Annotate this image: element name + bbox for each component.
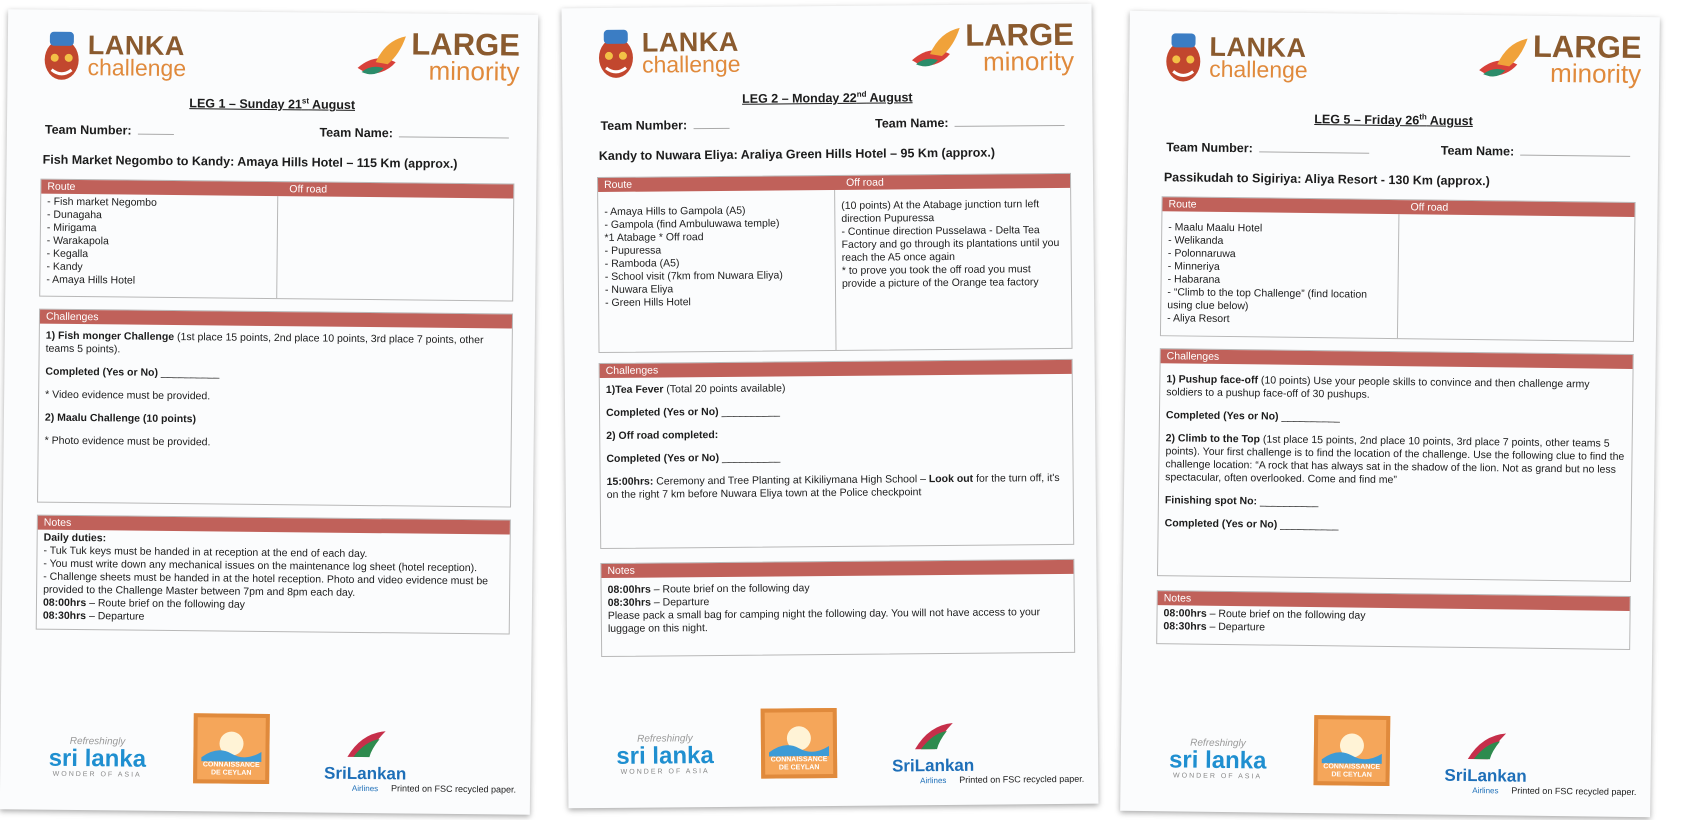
route-table — [39, 179, 514, 302]
evidence-note: * Video evidence must be provided. — [45, 388, 211, 403]
off-road-cell — [1397, 214, 1634, 341]
note-time: 08:30hrs — [1163, 620, 1207, 633]
challenge-text: (Total 20 points available) — [663, 382, 786, 396]
completed-label: Completed (Yes or No) — [1165, 409, 1279, 423]
completed-blank[interactable]: __________ — [1277, 518, 1339, 532]
completed-blank[interactable]: __________ — [718, 405, 781, 419]
large-minority-logo — [355, 26, 521, 87]
completed-label: Completed (Yes or No) — [606, 406, 719, 420]
challenge-title: 2) Off road completed: — [606, 429, 719, 443]
bird-icon — [1477, 36, 1534, 83]
peacock-icon — [343, 729, 387, 759]
completed-label: Completed (Yes or No) — [606, 452, 720, 466]
challenge-text: (10 points) Use your people skills to convince and then challenge army soldiers to a pushup face-off of 30 pushups. — [1166, 374, 1590, 401]
route-stop: - Polonnaruwa — [1167, 247, 1236, 261]
connaissance-de-ceylan-logo: CONNAISSANCE DE CEYLAN — [1313, 715, 1390, 786]
off-road-line: (10 points) At the Atabage junction turn left direction Pupuressa — [841, 198, 1040, 226]
sponsor-footer — [1148, 707, 1641, 803]
route-stop: - Maalu Maalu Hotel — [1168, 221, 1263, 235]
route-stop: - Kandy — [46, 260, 83, 274]
sun-icon — [197, 717, 265, 762]
off-road-line: * to prove you took the off road you must provide a picture of the Orange tea factory — [841, 263, 1039, 291]
note-time: 08:00hrs — [607, 583, 651, 597]
fsc-note: Printed on FSC recycled paper. — [390, 783, 517, 795]
route-stop: - Warakapola — [46, 234, 109, 248]
route-header: Route — [47, 180, 76, 194]
challenge-wordmark: challenge — [87, 54, 187, 82]
note-time: 08:30hrs — [607, 596, 651, 610]
finishing-spot-blank[interactable]: __________ — [1257, 495, 1319, 509]
team-name-field[interactable]: Team Name: — [875, 115, 1065, 131]
large-minority-logo — [1477, 28, 1642, 90]
route-stop: - “Climb to the top Challenge” (find location using clue below) — [1167, 286, 1368, 313]
route-stop: - Aliya Resort — [1167, 312, 1230, 326]
team-name-field[interactable]: Team Name: — [319, 126, 509, 142]
route-stop: - Habarana — [1167, 273, 1221, 287]
challenge-sheet-leg-2 — [562, 4, 1099, 809]
leg-title: LEG 2 – Monday 22nd August — [742, 89, 913, 106]
completed-blank[interactable]: __________ — [719, 451, 781, 465]
route-stop: - Amaya Hills to Gampola (A5) — [604, 204, 746, 219]
sheet-header — [1129, 11, 1660, 95]
route-stop: - Kegalla — [46, 247, 89, 261]
note-time: 08:00hrs — [1163, 607, 1207, 620]
mask-icon — [1163, 31, 1204, 83]
leg-title: LEG 1 – Sunday 21st August — [189, 96, 356, 113]
notes-subheading: Daily duties: — [43, 531, 107, 545]
notes-header: Notes — [1163, 592, 1192, 605]
lanka-wordmark: LANKA — [1209, 31, 1307, 63]
team-fields — [7, 122, 537, 142]
notes-header: Notes — [607, 564, 635, 578]
minority-wordmark: minority — [982, 45, 1075, 77]
sponsor-footer — [28, 706, 521, 801]
route-header: Route — [604, 178, 633, 192]
challenge-title: 2) Maalu Challenge (10 points) — [44, 411, 197, 426]
route-stop: - Gampola (find Ambuluwawa temple) — [604, 217, 780, 232]
note-line: Please pack a small bag for camping night the following day. You will not have access to your luggage on this night. — [607, 606, 1041, 636]
route-table — [1160, 196, 1636, 342]
note-line: - Tuk Tuk keys must be handed in at reception at the end of each day. — [43, 544, 368, 561]
trip-title: Kandy to Nuwara Eliya: Araliya Green Hills Hotel – 95 Km (approx.) — [598, 145, 996, 164]
sheet-header — [7, 9, 538, 93]
route-stop: - Minneriya — [1167, 260, 1220, 274]
route-stop: - Dunagaha — [46, 208, 102, 222]
challenge-wordmark: challenge — [641, 50, 741, 78]
team-number-field[interactable]: Team Number: — [45, 123, 174, 138]
challenge-sheet-leg-1 — [0, 9, 538, 815]
team-name-field[interactable]: Team Name: — [1441, 144, 1631, 160]
notes-box: Notes Daily duties: - Tuk Tuk keys must be handed in at reception at the end of each day. - You must write down any mechanical issues on the maintenance log sheet (hotel reception). - Challenge sheets must be handed in at the hotel reception. Photo and video evidence must be provided to the Challenge Master between 7pm and 8pm each day. 08:00hrs – Route brief on the following day 08:30hrs – Departure — [36, 515, 511, 635]
off-road-header: Off road — [289, 183, 328, 196]
off-road-cell — [834, 188, 1071, 350]
mask-icon — [596, 28, 636, 80]
leg-title: LEG 5 – Friday 26th August — [1314, 112, 1473, 129]
completed-blank[interactable]: __________ — [1278, 410, 1340, 424]
route-stop: - Pupuressa — [604, 244, 662, 258]
large-wordmark: LARGE — [411, 26, 521, 63]
event-time: 15:00hrs: — [606, 475, 654, 489]
lanka-challenge-logo — [41, 30, 186, 84]
team-fields — [1128, 140, 1658, 160]
completed-label: Completed (Yes or No) — [45, 365, 159, 379]
sri-lanka-logo: Refreshingly sri lanka WONDER OF ASIA — [616, 733, 714, 776]
team-fields — [562, 115, 1092, 134]
sun-icon — [1318, 719, 1387, 764]
sun-icon — [765, 712, 833, 757]
bird-icon — [355, 34, 411, 81]
large-wordmark: LARGE — [1532, 28, 1642, 66]
connaissance-de-ceylan-logo: CONNAISSANCE DE CEYLAN — [761, 708, 838, 779]
peacock-icon — [911, 721, 955, 751]
large-wordmark: LARGE — [965, 16, 1074, 53]
challenge-title: 1)Tea Fever — [605, 383, 664, 397]
challenges-box — [37, 309, 513, 508]
srilankan-airlines-logo: SriLankan Airlines — [1440, 731, 1531, 796]
off-road-cell — [276, 196, 513, 300]
challenge-title: 1) Fish monger Challenge — [45, 329, 175, 344]
route-table — [597, 173, 1073, 353]
route-stop: - Mirigama — [46, 221, 97, 235]
route-list — [1161, 211, 1398, 338]
finishing-spot-label: Finishing spot No: — [1164, 494, 1258, 508]
route-stop: - Welikanda — [1168, 234, 1224, 248]
challenges-box: Challenges 1)Tea Fever (Total 20 points available) Completed (Yes or No) __________ 2) Off road completed: Completed (Yes or No) __________ 15:00hrs: Ceremony and Tree Planting at Kikiliymana High School – Look out for the turn off, it's on the right 7 km before Nuwara Eliya town at the Police checkpoint — [599, 359, 1075, 549]
route-stop: - School visit (7km from Nuwara Eliya) — [604, 269, 783, 284]
challenge-text: (1st place 15 points, 2nd place 10 points, 3rd place 7 points, other teams 5 points). Your first challenge is to find the location of the challenge. Use the following clue to find the challenge location: “A rock that has always sat in the shadow of the lion. Not as grand but no less spectacular, often overlooked. Come and find me” — [1165, 433, 1625, 487]
note-time: 08:00hrs — [42, 596, 87, 610]
note-line: - You must write down any mechanical issues on the maintenance log sheet (hotel reception). — [43, 557, 478, 575]
sponsor-footer — [596, 700, 1089, 794]
trip-title: Fish Market Negombo to Kandy: Amaya Hills Hotel – 115 Km (approx.) — [42, 152, 458, 172]
notes-box: Notes 08:00hrs – Route brief on the following day 08:30hrs – Departure Please pack a small bag for camping night the following day. You will not have access to your luggage on this night. — [600, 559, 1075, 657]
large-minority-logo — [909, 16, 1075, 77]
fsc-note: Printed on FSC recycled paper. — [1511, 785, 1637, 798]
lanka-wordmark: LANKA — [87, 30, 185, 62]
trip-title: Passikudah to Sigiriya: Aliya Resort - 130 Km (approx.) — [1163, 170, 1490, 189]
note-line: - Challenge sheets must be handed in at the hotel reception. Photo and video evidence must be provided to the Challenge Master between 7pm and 8pm each day. — [43, 570, 489, 600]
route-stop: *1 Atabage * Off road — [604, 231, 704, 245]
off-road-header: Off road — [1410, 201, 1449, 214]
peacock-icon — [1464, 731, 1508, 762]
challenges-header: Challenges — [605, 364, 659, 378]
srilankan-airlines-logo: SriLankan Airlines — [888, 721, 979, 786]
mask-icon — [41, 30, 82, 82]
evidence-note: * Photo evidence must be provided. — [44, 434, 211, 449]
off-road-header: Off road — [846, 176, 884, 190]
route-stop: - Nuwara Eliya — [604, 283, 674, 297]
route-stop: - Green Hills Hotel — [605, 296, 691, 310]
lanka-wordmark: LANKA — [641, 26, 739, 58]
completed-label: Completed (Yes or No) — [1164, 517, 1278, 531]
lanka-challenge-logo — [596, 27, 741, 80]
challenge-title: 1) Pushup face-off — [1166, 373, 1259, 387]
challenge-sheet-leg-5 — [1120, 11, 1660, 817]
route-list — [40, 194, 277, 298]
sri-lanka-logo: Refreshingly sri lanka WONDER OF ASIA — [48, 735, 147, 779]
notes-header: Notes — [43, 516, 72, 530]
route-header: Route — [1168, 198, 1197, 211]
challenges-box — [1157, 348, 1634, 582]
sri-lanka-logo: Refreshingly sri lanka WONDER OF ASIA — [1168, 737, 1267, 781]
minority-wordmark: minority — [428, 55, 520, 87]
fsc-note: Printed on FSC recycled paper. — [959, 773, 1085, 785]
connaissance-de-ceylan-logo: CONNAISSANCE DE CEYLAN — [193, 713, 270, 784]
notes-box: Notes 08:00hrs – Route brief on the following day 08:30hrs – Departure — [1156, 590, 1631, 650]
challenge-text: (1st place 15 points, 2nd place 10 points, 3rd place 7 points, other teams 5 points). — [45, 331, 484, 356]
route-stop: - Amaya Hills Hotel — [46, 273, 136, 287]
challenge-wordmark: challenge — [1209, 55, 1308, 83]
note-time: 08:30hrs — [42, 609, 87, 623]
challenges-header: Challenges — [45, 310, 99, 324]
challenges-header: Challenges — [1166, 350, 1220, 364]
completed-blank[interactable]: __________ — [157, 366, 220, 380]
srilankan-airlines-logo: SriLankan Airlines — [320, 729, 411, 794]
minority-wordmark: minority — [1549, 57, 1642, 90]
team-number-field[interactable]: Team Number: — [1166, 140, 1369, 156]
route-stop: - Ramboda (A5) — [604, 257, 680, 271]
lanka-challenge-logo — [1163, 31, 1308, 85]
off-road-line: - Continue direction Pusselawa - Delta Tea Factory and go through its plantations until you reach the A5 once again — [841, 224, 1060, 265]
challenge-title: 2) Climb to the Top — [1165, 432, 1261, 446]
bird-icon — [909, 26, 965, 72]
team-number-field[interactable]: Team Number: — [600, 118, 729, 133]
route-list — [598, 190, 835, 352]
route-stop: - Fish market Negombo — [47, 195, 157, 209]
sheet-header — [562, 4, 1093, 87]
